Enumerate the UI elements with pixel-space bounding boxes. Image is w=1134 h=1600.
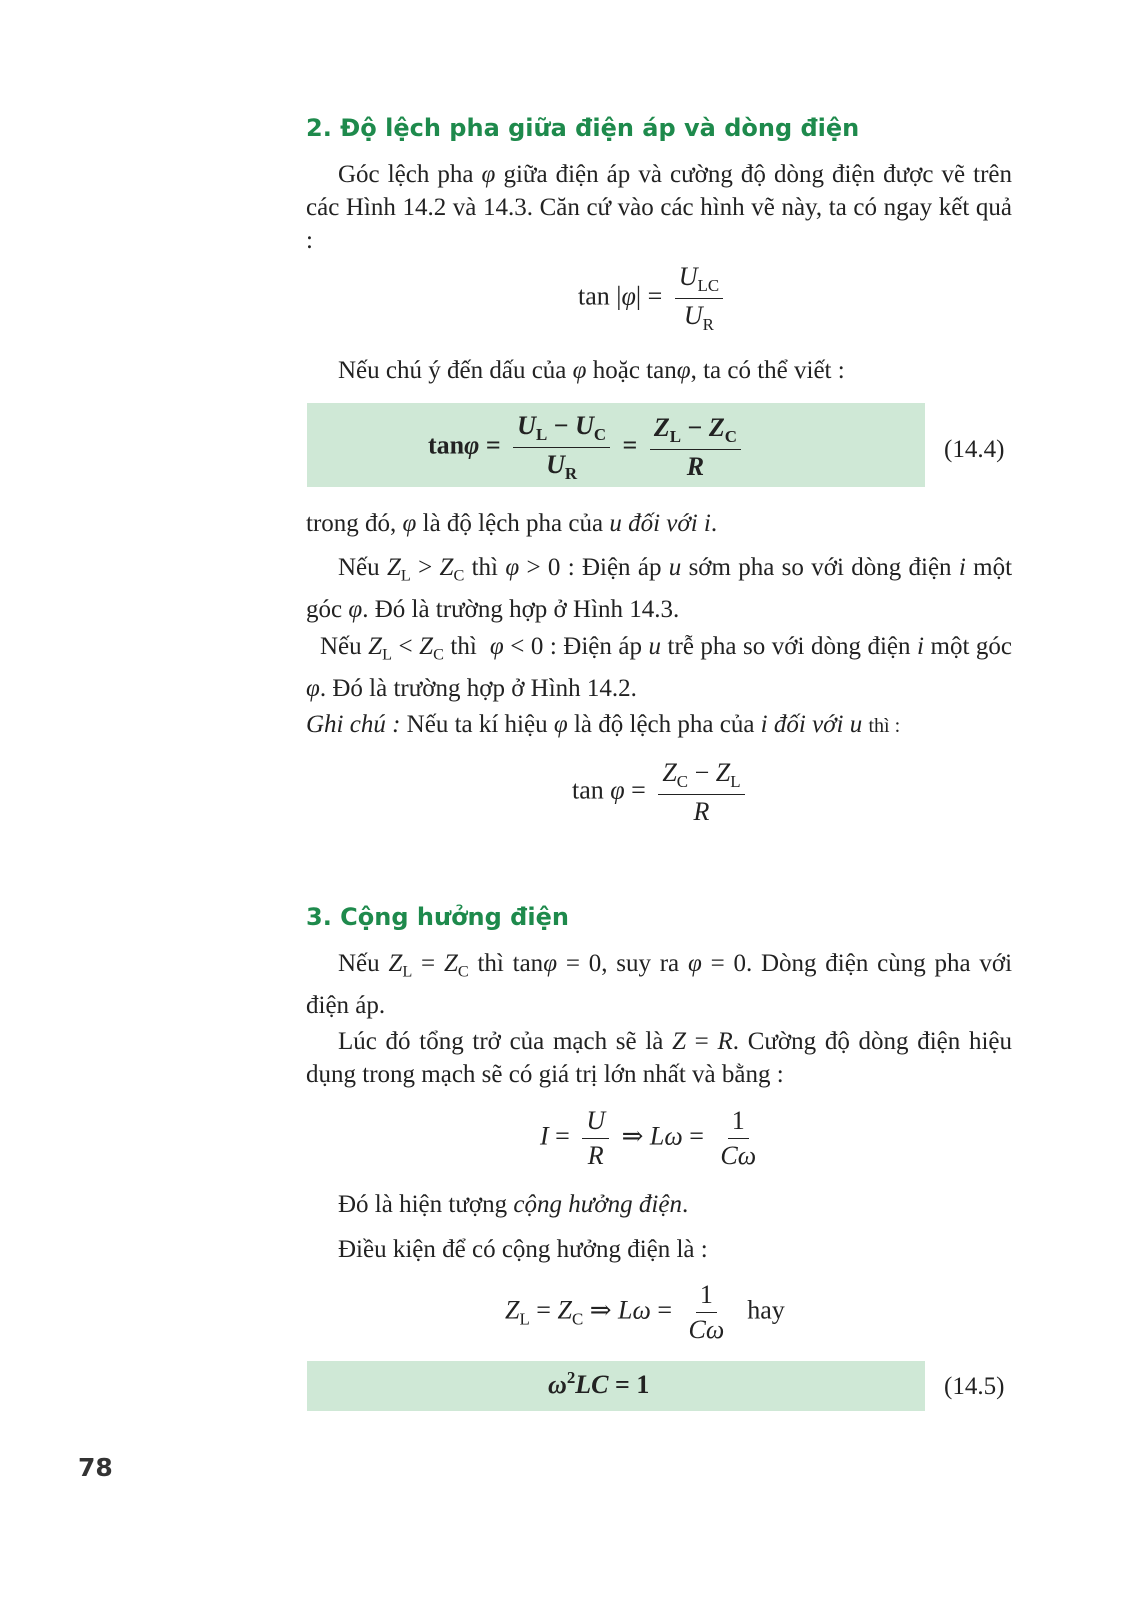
paragraph-resonance-condition: Nếu $Z_L = Z_C$ thì tanφ = 0, suy ra φ = 0. Dòng điện cùng pha với điện áp.	[306, 950, 1013, 1019]
text: Điều kiện để có cộng hưởng điện là :	[338, 1236, 708, 1263]
text: thì tan	[477, 950, 544, 977]
equation-14-4-label: (14.4)	[944, 436, 1005, 463]
text: là độ lệch pha của	[573, 711, 755, 738]
text: Nếu	[338, 950, 380, 977]
text: hoặc tan	[592, 357, 677, 384]
text: Nếu	[338, 554, 380, 581]
paragraph-impedance: Lúc đó tổng trở của mạch sẽ là Z = R. Cường độ dòng điện hiệu dụng trong mạch sẽ có giá trị lớn nhất và bằng :	[306, 1028, 1012, 1088]
equation-14-4: tanφ = $\frac{U_L - U_C}{U_R}$ = $\frac{Z_L - Z_C}{R}$	[428, 411, 747, 484]
equation-14-5: $\omega^2LC = 1$	[548, 1368, 650, 1400]
text: u đối với i	[609, 510, 711, 537]
equation-resonance: $Z_L = Z_C$ ⇒ Lω = $\frac{1}{C\omega}$ hay	[505, 1280, 785, 1344]
text: = 0. Dòng điện cùng pha với điện áp.	[306, 950, 1013, 1019]
text: i đối với u	[760, 711, 863, 738]
section-2-heading: 2. Độ lệch pha giữa điện áp và dòng điện	[306, 114, 860, 142]
page-number: 78	[78, 1453, 113, 1482]
text: : Điện áp	[549, 633, 643, 660]
equation-max-current: I = $\frac{U}{R}$ ⇒ Lω = $\frac{1}{C\omega}$	[540, 1106, 757, 1170]
text: cộng hưởng điện	[513, 1191, 682, 1218]
text: Nếu ta kí hiệu	[406, 711, 548, 738]
paragraph-sign-note: Nếu chú ý đến dấu của φ hoặc tanφ, ta có thể viết :	[338, 357, 845, 384]
text: thì :	[868, 715, 901, 737]
text: Đó là hiện tượng	[338, 1191, 508, 1218]
text: một góc	[306, 554, 1013, 623]
text: . Đó là trường hợp ở Hình 14.2.	[319, 674, 637, 702]
paragraph-note: Ghi chú : Nếu ta kí hiệu φ là độ lệch pha của i đối với u thì :	[306, 711, 901, 738]
text: Nếu	[320, 633, 362, 660]
note-label: Ghi chú :	[306, 711, 401, 738]
text: : Điện áp	[567, 554, 662, 581]
paragraph-phase-angle: Góc lệch pha φ giữa điện áp và cường độ dòng điện được vẽ trên các Hình 14.2 và 14.3. Căn cứ vào các hình vẽ này, ta có ngay kết quả :	[306, 161, 1013, 254]
text: Nếu chú ý đến dấu của	[338, 357, 567, 384]
text: . Đó là trường hợp ở Hình 14.3.	[362, 595, 680, 623]
section-3-heading: 3. Cộng hưởng điện	[306, 903, 569, 931]
text: trong đó,	[306, 510, 397, 537]
equation-14-5-label: (14.5)	[944, 1373, 1005, 1400]
text: thì	[471, 554, 498, 581]
equation-tan-phi-note: tan φ = $\frac{Z_C - Z_L}{R}$	[572, 758, 751, 827]
text: = 0, suy ra	[565, 950, 680, 977]
paragraph-where: trong đó, φ là độ lệch pha của u đối với i.	[306, 510, 718, 537]
text: . Cường độ dòng điện hiệu dụng trong mạch sẽ có giá trị lớn nhất và bằng :	[306, 1028, 1012, 1088]
text: hay	[747, 1295, 785, 1325]
text: Lúc đó tổng trở của mạch sẽ là	[338, 1028, 664, 1055]
paragraph-zl-greater: Nếu $Z_L > Z_C$ thì φ > 0 : Điện áp u sớm pha so với dòng điện i một góc φ. Đó là trường hợp ở Hình 14.3.	[306, 554, 1013, 623]
text: trễ pha so với dòng điện	[667, 633, 911, 660]
text: Góc lệch pha	[338, 161, 474, 188]
text: sớm pha so với dòng điện	[688, 554, 952, 581]
text: một góc	[930, 633, 1013, 660]
text: giữa điện áp và cường độ dòng điện được vẽ trên các Hình 14.2 và 14.3. Căn cứ vào các hình vẽ này, ta có ngay kết quả :	[306, 161, 1013, 254]
paragraph-resonance-requirement	[306, 1233, 1012, 1266]
equation-tan-abs-phi: tan |φ| = $\frac{U_{LC}}{U_R}$	[578, 262, 729, 335]
text: là độ lệch pha của	[422, 510, 604, 537]
text: , ta có thể viết :	[690, 357, 845, 384]
paragraph-resonance-phenomenon: Đó là hiện tượng cộng hưởng điện.	[338, 1191, 689, 1218]
paragraph-zl-less: Nếu $Z_L < Z_C$ thì φ < 0 : Điện áp u trễ pha so với dòng điện i một góc φ. Đó là trường hợp ở Hình 14.2.	[306, 633, 1013, 702]
text: thì	[450, 633, 477, 660]
